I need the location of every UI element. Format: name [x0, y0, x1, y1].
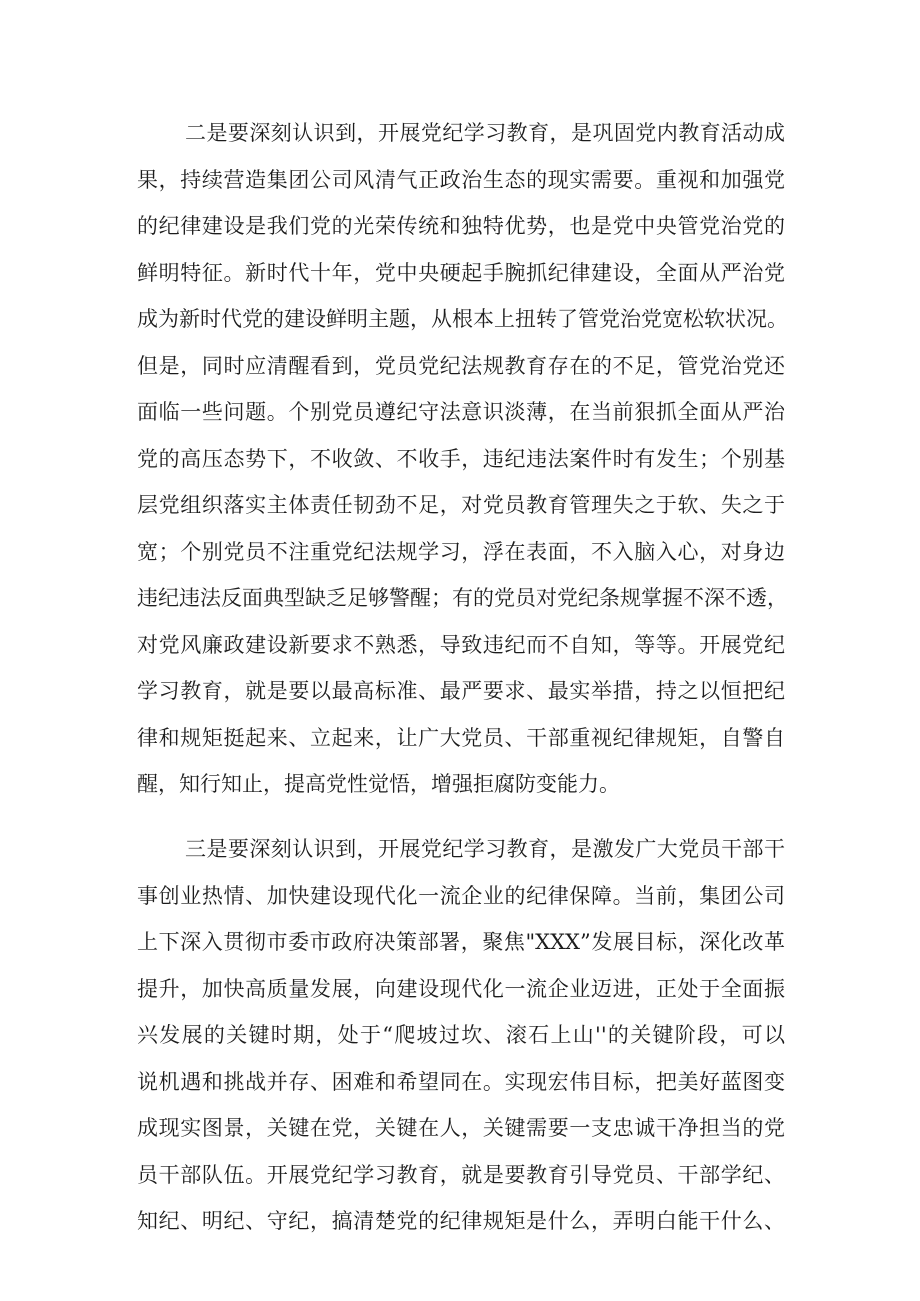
paragraph-2-line-11: 违纪违法反面典型缺乏足够警醒；有的党员对党纪条规掌握不深不透， [137, 586, 788, 610]
paragraph-3-line-2: 事创业热情、加快建设现代化一流企业的纪律保障。当前，集团公司 [137, 884, 785, 908]
paragraph-3-line-5: 兴发展的关键时期，处于“爬坡过坎、滚石上山''的关键阶段，可以 [137, 1023, 785, 1047]
paragraph-2-line-10: 宽；个别党员不注重党纪法规学习，浮在表面，不入脑入心，对身边 [137, 540, 785, 564]
paragraph-2-line-2: 果，持续营造集团公司风清气正政治生态的现实需要。重视和加强党 [137, 168, 785, 192]
paragraph-3-line-1: 三是要深刻认识到，开展党纪学习教育，是激发广大党员干部干 [185, 837, 785, 861]
paragraph-2-line-7: 面临一些问题。个别党员遵纪守法意识淡薄，在当前狠抓全面从严治 [137, 400, 785, 424]
paragraph-2-line-8: 党的高压态势下，不收敛、不收手，违纪违法案件时有发生；个别基 [137, 447, 785, 471]
paragraph-3-line-3: 上下深入贯彻市委市政府决策部署，聚焦"XXX”发展目标，深化改革 [137, 930, 785, 954]
paragraph-2-line-9: 层党组织落实主体责任韧劲不足，对党员教育管理失之于软、失之于 [137, 493, 785, 517]
paragraph-2-line-1: 二是要深刻认识到，开展党纪学习教育，是巩固党内教育活动成 [185, 121, 785, 145]
paragraph-2-line-3: 的纪律建设是我们党的光荣传统和独特优势，也是党中央管党治党的 [137, 214, 785, 238]
paragraph-2-line-14: 律和规矩挺起来、立起来，让广大党员、干部重视纪律规矩，自警自 [137, 726, 785, 750]
paragraph-3-line-8: 员干部队伍。开展党纪学习教育，就是要教育引导党员、干部学纪、 [137, 1163, 785, 1187]
paragraph-2-line-5: 成为新时代党的建设鲜明主题，从根本上扭转了管党治党宽松软状况。 [137, 307, 788, 331]
paragraph-3-line-9: 知纪、明纪、守纪，搞清楚党的纪律规矩是什么，弄明白能干什么、 [137, 1209, 785, 1233]
paragraph-2-line-12: 对党风廉政建设新要求不熟悉，导致违纪而不自知，等等。开展党纪 [137, 633, 785, 657]
paragraph-3-line-4: 提升，加快高质量发展，向建设现代化一流企业迈进，正处于全面振 [137, 977, 785, 1001]
paragraph-2-line-13: 学习教育，就是要以最高标准、最严要求、最实举措，持之以恒把纪 [137, 679, 785, 703]
paragraph-2-line-4: 鲜明特征。新时代十年，党中央硬起手腕抓纪律建设，全面从严治党 [137, 261, 785, 285]
paragraph-3-line-6: 说机遇和挑战并存、困难和希望同在。实现宏伟目标，把美好蓝图变 [137, 1070, 785, 1094]
paragraph-2-line-15: 醒，知行知止，提高党性觉悟，增强拒腐防变能力。 [137, 772, 620, 796]
paragraph-2-line-6: 但是，同时应清醒看到，党员党纪法规教育存在的不足，管党治党还 [137, 354, 785, 378]
paragraph-3-line-7: 成现实图景，关键在党，关键在人，关键需要一支忠诚干净担当的党 [137, 1116, 785, 1140]
